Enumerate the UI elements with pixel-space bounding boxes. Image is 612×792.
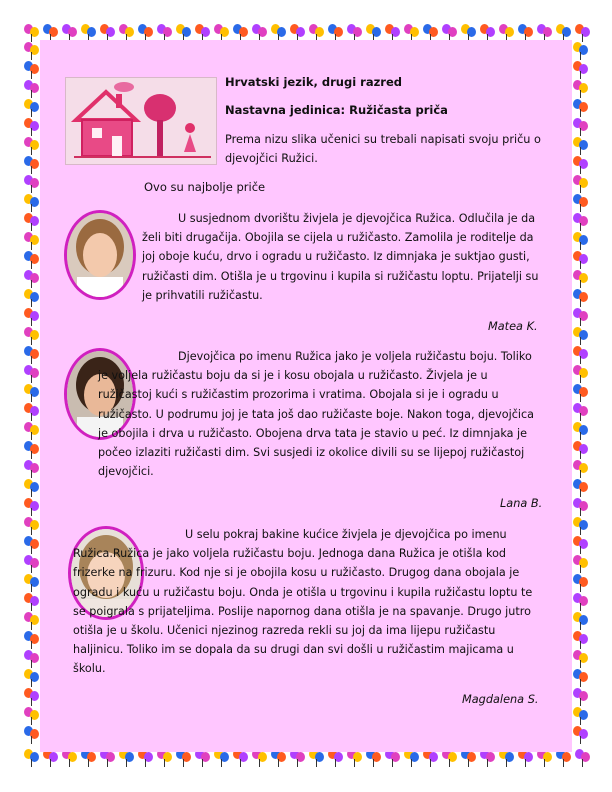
- section-subtitle: Ovo su najbolje priče: [144, 180, 266, 194]
- child-drawing-image: [65, 77, 217, 165]
- header-lesson: Nastavna jedinica: Ružičasta priča: [225, 103, 448, 117]
- intro-text: Prema nizu slika učenici su trebali napisati svoju priču o djevojčici Ružici.: [225, 133, 541, 165]
- story-2-text: [98, 347, 540, 481]
- story-3-text: [73, 525, 543, 679]
- story-1-author: Matea K.: [488, 320, 538, 333]
- story-2-author: Lana B.: [500, 497, 543, 510]
- story-2-body: Djevojčica po imenu Ružica jako je voljela ružičastu boju. Toliko je voljela ružičastu boju da si je i kosu obojala u ružičasto. Živjela je u ružičastoj kući s ružičastim prozorima i vratima. Obojala si je i ogradu u ružičasto. U podrumu joj je tata još dao ružičaste boje. Nakon toga, djevojčica je obojila i drva u ružičasto. Obojena drva tata je stavio u peć. Iz dimnjaka je počeo izlaziti ružičasti dim. Svi susjedi iz okolice divili su se lijepoj ružičastoj djevojčici.: [98, 350, 534, 479]
- girl-portrait-icon: [67, 213, 133, 297]
- story-3-author: Magdalena S.: [462, 693, 539, 706]
- author-photo: [64, 210, 136, 300]
- story-3-body: U selu pokraj bakine kućice živjela je djevojčica po imenu Ružica.Ružica je jako voljela ružičastu boju. Jednoga dana Ružica je otišla kod frizerke na frizuru. Kod nje si je obojila kosu u ružičasto. Drugog dana obojala je ogradu i kuću u ružičastu boju. Onda je otišla u trgovinu i kupila ružičastu loptu te se poigrala s prijateljima. Poslije napornog dana otišla je na spavanje. Drugo jutro otišla je u školu. Učenici njezinog razreda rekli su joj da ima lijepu ružičastu haljinicu. Toliko im se dopala da su drugi dan svi došli u ružičastim majicama u školu.: [73, 528, 533, 676]
- story-1-text: U susjednom dvorištu živjela je djevojčica Ružica. Odlučila je da želi biti drugačija. Obojila se cijela u ružičasto. Zamolila je roditelje da joj oboje kuću, drvo i ogradu u ružičasto. Iz dimnjaka je suktjao gusti, ružičasti dim. Otišla je u trgovinu i kupila si ružičastu loptu. Prijatelji su je prihvatili ružičastu.: [142, 212, 539, 302]
- house-drawing-icon: [66, 78, 216, 164]
- header-subject: Hrvatski jezik, drugi razred: [225, 75, 402, 89]
